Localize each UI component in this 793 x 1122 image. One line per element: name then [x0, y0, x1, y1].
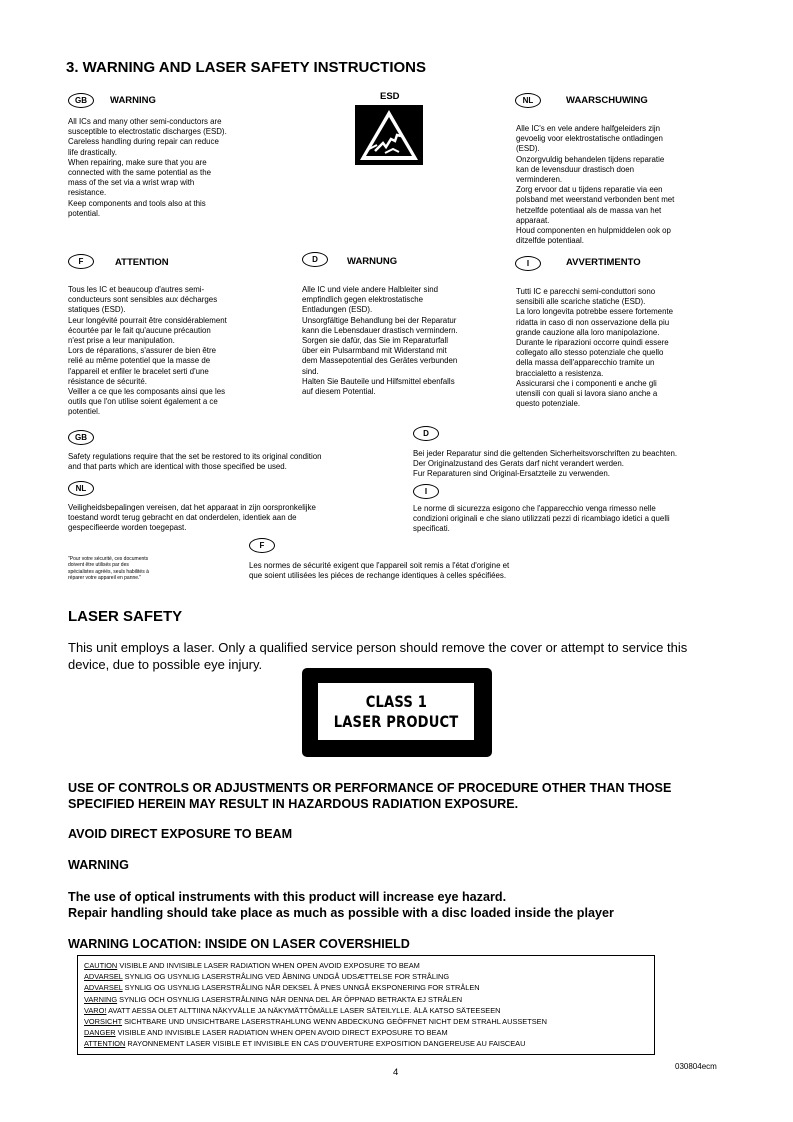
safety-badge-i: I [413, 484, 439, 499]
warning-text-d: Alle IC und viele andere Halbleiter sind empfindlich gegen elektrostatische Entladungen (ESD). Unsorgfältige Behandlung bei der Reparatur kann die Lebensdauer drastisch vermindern. Sorgen sie dafür, das Sie im Reparaturfall über ein Pulsarmband mit Widerstand mit dem Massepotential des Gerätes verbunden sind. Halten Sie Bauteile und Hilfsmittel ebenfalls auf diesem Potential. [302, 285, 458, 397]
warning-heading-d: WARNUNG [347, 256, 398, 267]
warning-text-nl: Alle IC's en vele andere halfgeleiders zijn gevoelig voor elektrostatische ontladingen (ESD). Onzorgvuldig behandelen tijdens reparatie kan de levensduur drastisch doen verminderen. Zorg ervoor dat u tijdens reparatie via een polsband met weerstand verbonden bent met hetzelfde potentiaal als de massa van het apparaat. Houd componenten en hulpmiddelen ook op ditzelfde potentiaal. [516, 124, 675, 246]
section-title: 3. WARNING AND LASER SAFETY INSTRUCTIONS [66, 59, 427, 76]
warning-text-f: Tous les IC et beaucoup d'autres semi- conducteurs sont sensibles aux décharges statiques (ESD). Leur longévité pourrait être considérablement écourtée par le fait qu'aucune précaution n'est prise a leur manipulation. Lors de réparations, s'assurer de bien être relié au même potentiel que la masse de l'appareil et enfiler le bracelet serti d'une résistance de sécurité. Veiller a ce que les composants ainsi que les outils que l'on utilise soient également a ce potentiel. [68, 285, 227, 417]
safety-text-d: Bei jeder Reparatur sind die geltenden Sicherheitsvorschriften zu beachten. Der Originalzustand des Gerats darf nicht verandert werden. Fur Reparaturen sind Original-Ersatzteile zu verwenden. [413, 449, 678, 479]
class-1-laser-label [302, 668, 492, 757]
warning-line-caution: CAUTION VISIBLE AND INVISIBLE LASER RADIATION WHEN OPEN AVOID EXPOSURE TO BEAM [84, 961, 420, 970]
warning-line-advarsel-dk: ADVARSEL SYNLIG OG USYNLIG LASERSTRÅLING VED ÅBNING UNDGÅ UDSÆTTELSE FOR STRÅLING [84, 972, 450, 982]
page-number: 4 [393, 1067, 399, 1078]
safety-text-gb: Safety regulations require that the set be restored to its original condition and that parts which are identical with those specified be used. [68, 452, 322, 472]
laser-label-line2: LASER PRODUCT [333, 711, 459, 731]
warning-text-gb: All ICs and many other semi-conductors are susceptible to electrostatic discharges (ESD). Careless handling during repair can reduce life drastically. When repairing, make sure that you are connected with the same potential as the mass of the set via a wrist wrap with resistance. Keep components and tools also at this potential. [68, 117, 227, 218]
language-badge-f: F [68, 254, 94, 269]
warning-line-vorsicht: VORSICHT SICHTBARE UND UNSICHTBARE LASERSTRAHLUNG WENN ABDECKUNG GEÖFFNET NICHT DEM STRAHL AUSSETSEN [84, 1017, 547, 1027]
esd-warning-icon [355, 105, 423, 165]
safety-badge-nl: NL [68, 481, 94, 496]
safety-text-i: Le norme di sicurezza esigono che l'apparecchio venga rimesso nelle condizioni originali e che siano utilizzati pezzi di ricambiago idetici a quelli specificati. [413, 504, 670, 534]
warning-line-attention: ATTENTION RAYONNEMENT LASER VISIBLE ET INVISIBLE EN CAS D'OUVERTURE EXPOSITION DANGEREUSE AU FAISCEAU [84, 1039, 526, 1049]
laser-label-line1: CLASS 1 [365, 691, 427, 711]
safety-badge-d: D [413, 426, 439, 441]
safety-footnote: "Pour votre sécurité, ces documents doivent être utilisés par des spécialistes agréés, seuls habilités à réparer votre appareil en panne." [68, 556, 149, 582]
language-badge-i: I [515, 256, 541, 271]
warning-heading: WARNING [68, 858, 129, 872]
document-code: 030804ecm [675, 1062, 717, 1071]
warning-line-advarsel-no: ADVARSEL SYNLIG OG USYNLIG LASERSTRÅLING NÅR DEKSEL Å PNES UNNGÅ EKSPONERING FOR STRÅLEN [84, 983, 480, 993]
warning-line-danger: DANGER VISIBLE AND INVISIBLE LASER RADIATION WHEN OPEN AVOID DIRECT EXPOSURE TO BEAM [84, 1028, 448, 1038]
safety-text-nl: Veiligheidsbepalingen vereisen, dat het apparaat in zijn oorspronkelijke toestand wordt terug gebracht en dat onderdelen, identiek aan de gespecifieerde worden toegepast. [68, 503, 316, 533]
safety-badge-gb: GB [68, 430, 94, 445]
warning-line-varo: VARO! AVATT AESSA OLET ALTTIINA NÄKYVÄLLE JA NÄKYMÄTTÖMÄLLE LASER SÄTEILYLLE. ÄLÄ KATSO SÄTEESEEN [84, 1005, 501, 1015]
language-badge-gb: GB [68, 93, 94, 108]
warning-heading-gb: WARNING [110, 95, 156, 106]
warning-location-heading: WARNING LOCATION: INSIDE ON LASER COVERSHIELD [68, 937, 410, 951]
laser-intro-text: This unit employs a laser. Only a qualified service person should remove the cover or attempt to service this device, due to possible eye injury. [68, 640, 688, 672]
laser-safety-title: LASER SAFETY [68, 608, 183, 625]
warning-text-i: Tutti IC e parecchi semi-conduttori sono sensibili alle scariche statiche (ESD). La loro longevita potrebbe essere fortemente ridatta in caso di non osservazione della piu grande cauzione alla loro manipolazione. Durante le riparazioni occorre quindi essere collegato allo stesso potenziale che quello della massa dell'apparecchio tramite un braccialetto a resistenza. Assicurarsi che i componenti e anche gli utensili con quali si lavora siano anche a questo potenziale. [516, 287, 674, 409]
warning-line-varning: VARNING SYNLIG OCH OSYNLIG LASERSTRÅLNING NÄR DENNA DEL ÄR ÖPPNAD BETRAKTA EJ STRÅLEN [84, 994, 463, 1004]
language-badge-nl: NL [515, 93, 541, 108]
controls-warning: USE OF CONTROLS OR ADJUSTMENTS OR PERFORMANCE OF PROCEDURE OTHER THAN THOSE SPECIFIED HEREIN MAY RESULT IN HAZARDOUS RADIATION EXPOSURE. [68, 781, 672, 811]
safety-text-f: Les normes de sécurité exigent que l'appareil soit remis a l'état d'origine et que soient utilisées les piéces de rechange identiques à celles spécifiées. [249, 561, 510, 581]
language-badge-d: D [302, 252, 328, 267]
safety-badge-f: F [249, 538, 275, 553]
esd-label: ESD [380, 91, 400, 102]
warning-heading-f: ATTENTION [115, 257, 169, 268]
optical-instruments-warning: The use of optical instruments with this product will increase eye hazard. Repair handling should take place as much as possible with a disc loaded inside the player [68, 890, 614, 920]
avoid-exposure-text: AVOID DIRECT EXPOSURE TO BEAM [68, 827, 293, 841]
warning-heading-nl: WAARSCHUWING [566, 95, 648, 106]
coversheild-warning-box [77, 955, 655, 1055]
warning-heading-i: AVVERTIMENTO [566, 257, 641, 268]
